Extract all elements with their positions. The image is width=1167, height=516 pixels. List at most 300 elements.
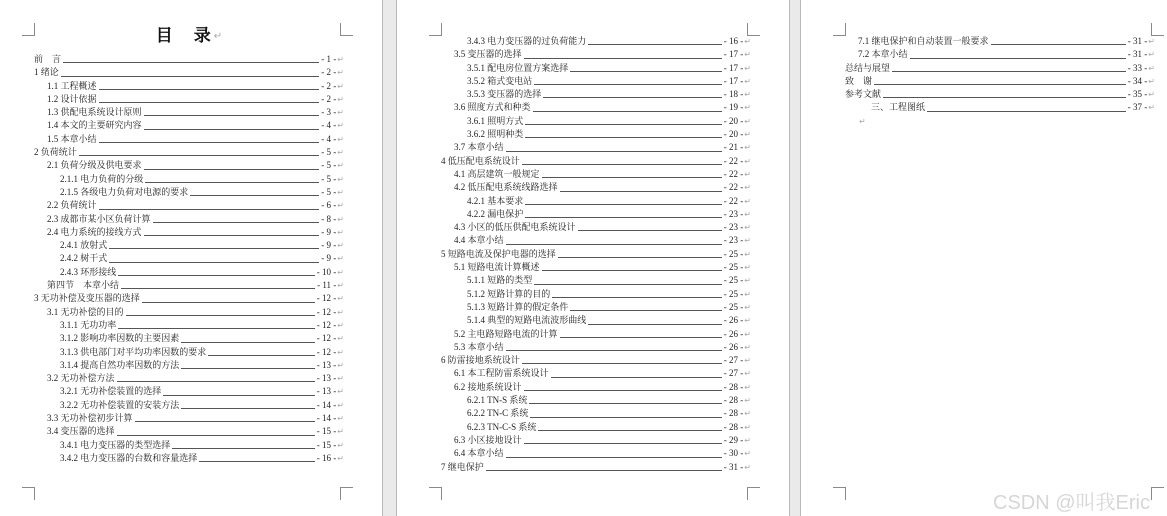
toc-entry-text: 3.2 无功补偿方法	[47, 373, 115, 384]
toc-page-number: - 13 -	[316, 373, 337, 384]
document-page-1	[0, 0, 383, 516]
toc-entry[interactable]	[34, 66, 344, 79]
toc-entry-text: 3.1.4 提高自然功率因数的方法	[60, 359, 180, 370]
paragraph-mark-icon: ↵	[337, 161, 344, 171]
paragraph-mark-icon: ↵	[744, 382, 751, 392]
toc-entry[interactable]	[845, 62, 1155, 75]
toc-entry-text: 6.1 本工程防雷系统设计	[454, 368, 549, 379]
toc-entry-text: 3.6.2 照明种类	[467, 129, 524, 140]
toc-entry[interactable]	[34, 133, 344, 146]
paragraph-mark-icon: ↵	[337, 55, 344, 64]
toc-leader	[506, 456, 722, 458]
toc-entry-text: 7.2 本章小结	[858, 49, 908, 60]
toc-page-number: - 15 -	[316, 426, 337, 437]
toc-entry[interactable]	[441, 341, 751, 354]
toc-entry[interactable]	[441, 288, 751, 301]
toc-entry[interactable]	[441, 261, 751, 274]
toc-page-number: - 12 -	[316, 319, 337, 330]
paragraph-mark-icon: ↵	[744, 76, 751, 86]
toc-leader	[142, 301, 315, 303]
toc-page-number: - 12 -	[316, 293, 337, 304]
toc-entry[interactable]	[441, 128, 751, 141]
toc-leader	[172, 447, 315, 449]
paragraph-mark-icon: ↵	[337, 320, 344, 330]
toc-page-number: - 4 -	[321, 120, 337, 131]
toc-leader	[543, 96, 722, 98]
toc-leader	[874, 83, 1126, 85]
toc-page-number: - 31 -	[723, 461, 744, 472]
text-boundary-mark-top-right-icon	[747, 23, 760, 36]
toc-entry-text: 3.5.1 配电房位置方案选择	[467, 62, 569, 73]
toc-entry-text: 3.6 照度方式和种类	[454, 102, 531, 113]
toc-leader	[524, 57, 722, 59]
toc-entry[interactable]	[441, 88, 751, 101]
toc-leader	[570, 309, 722, 311]
toc-entry[interactable]	[845, 35, 1155, 48]
paragraph-mark-icon: ↵	[337, 108, 344, 118]
toc-page-number: - 22 -	[723, 195, 744, 206]
toc-entry-text: 6.2.1 TN-S 系统	[467, 395, 528, 406]
toc-entry[interactable]	[441, 301, 751, 314]
paragraph-mark-icon: ↵	[744, 462, 751, 472]
toc-entry-text: 1 绪论	[34, 67, 59, 78]
paragraph-mark-icon: ↵	[744, 103, 751, 113]
toc-entry[interactable]	[441, 394, 751, 407]
toc-entry[interactable]	[34, 53, 344, 66]
toc-entry[interactable]	[34, 332, 344, 345]
toc-title-row	[34, 23, 344, 49]
toc-entry[interactable]	[34, 106, 344, 119]
paragraph-mark-icon: ↵	[744, 356, 751, 366]
paragraph-mark-icon: ↵	[744, 116, 751, 126]
toc-entry-text: 3.1.3 供电部门对平均功率因数的要求	[60, 346, 207, 357]
toc-leader	[525, 136, 722, 138]
toc-leader	[588, 323, 722, 325]
paragraph-mark-icon: ↵	[337, 374, 344, 384]
toc-leader	[560, 336, 722, 338]
toc-entry-text: 3.1.2 影响功率因数的主要因素	[60, 333, 180, 344]
paragraph-mark-icon: ↵	[337, 414, 344, 424]
toc-entry-text: 3.5.3 变压器的选择	[467, 89, 542, 100]
toc-page-number: - 5 -	[321, 160, 337, 171]
toc-page-number: - 29 -	[723, 434, 744, 445]
toc-page-number: - 26 -	[723, 328, 744, 339]
toc-page-number: - 2 -	[321, 93, 337, 104]
toc-entry[interactable]	[34, 425, 344, 438]
paragraph-mark-icon: ↵	[744, 316, 751, 326]
paragraph-mark-icon: ↵	[744, 196, 751, 206]
paragraph-mark-icon: ↵	[337, 148, 344, 158]
paragraph-mark-icon: ↵	[337, 267, 344, 277]
toc-entry[interactable]	[34, 93, 344, 106]
toc-entries-page-3	[845, 35, 1155, 128]
toc-entry-text: 3.4.3 电力变压器的过负荷能力	[467, 36, 587, 46]
toc-entry-text: 4.2.1 基本要求	[467, 195, 524, 206]
toc-entry-text: 5.1.1 短路的类型	[467, 275, 533, 286]
toc-entry[interactable]	[441, 208, 751, 221]
toc-page-number: - 23 -	[723, 222, 744, 233]
toc-page-number: - 2 -	[321, 67, 337, 78]
toc-leader	[542, 176, 722, 178]
toc-leader	[121, 287, 315, 289]
toc-page-number: - 22 -	[723, 155, 744, 166]
paragraph-mark-icon: ↵	[337, 360, 344, 370]
toc-leader	[534, 83, 722, 85]
toc-entry-text: 5.1 短路电流计算概述	[454, 262, 540, 273]
toc-entry-text: 6.2.3 TN-C-S 系统	[467, 421, 537, 432]
toc-entry[interactable]	[441, 168, 751, 181]
toc-entry-text: 2.4.1 放射式	[60, 240, 108, 251]
paragraph-mark-icon: ↵	[744, 50, 751, 60]
text-boundary-mark-top-left-icon	[429, 23, 442, 36]
toc-entry[interactable]	[441, 155, 751, 168]
toc-entry[interactable]	[441, 234, 751, 247]
paragraph-mark-icon: ↵	[337, 294, 344, 304]
toc-page-number: - 17 -	[723, 62, 744, 73]
text-boundary-mark-top-right-icon	[1151, 23, 1164, 36]
toc-entry[interactable]	[441, 314, 751, 327]
toc-entry[interactable]	[34, 173, 344, 186]
toc-entry[interactable]	[845, 115, 1155, 128]
paragraph-mark-icon: ↵	[337, 187, 344, 197]
toc-leader	[506, 243, 722, 245]
toc-leader	[506, 150, 722, 152]
toc-entry[interactable]	[441, 221, 751, 234]
toc-entry[interactable]	[441, 115, 751, 128]
toc-entry[interactable]	[441, 75, 751, 88]
toc-entry-text: 2.4.2 树干式	[60, 253, 108, 264]
toc-page-number: - 22 -	[723, 182, 744, 193]
paragraph-mark-icon: ↵	[337, 227, 344, 237]
toc-page-number: - 20 -	[723, 115, 744, 126]
toc-entry-text: 3.1.1 无功功率	[60, 319, 117, 330]
toc-entry[interactable]	[441, 274, 751, 287]
toc-entry[interactable]	[34, 80, 344, 93]
toc-page-number: - 2 -	[321, 80, 337, 91]
paragraph-mark-icon: ↵	[744, 236, 751, 246]
paragraph-mark-icon: ↵	[744, 156, 751, 166]
toc-entry[interactable]	[441, 367, 751, 380]
toc-entries-page-2	[441, 35, 751, 474]
toc-leader	[551, 376, 722, 378]
toc-leader	[190, 194, 319, 196]
paragraph-mark-icon: ↵	[744, 396, 751, 406]
toc-leader	[118, 327, 315, 329]
paragraph-mark-icon: ↵	[744, 63, 751, 73]
toc-entry-text: 5.1.2 短路计算的目的	[467, 288, 551, 299]
paragraph-mark-icon: ↵	[337, 440, 344, 450]
toc-entry[interactable]	[34, 239, 344, 252]
paragraph-mark-icon: ↵	[337, 254, 344, 264]
toc-leader	[99, 101, 320, 103]
paragraph-mark-icon: ↵	[337, 347, 344, 357]
paragraph-mark-icon: ↵	[337, 241, 344, 251]
paragraph-mark-icon: ↵	[744, 263, 751, 273]
text-boundary-mark-bottom-left-icon	[22, 487, 35, 500]
toc-entry-text: 5 短路电流及保护电器的选择	[441, 248, 556, 259]
toc-entry-text: 4.2 低压配电系统线路选择	[454, 182, 558, 193]
toc-entry[interactable]	[845, 88, 1155, 101]
toc-page-number: - 12 -	[316, 306, 337, 317]
toc-entry-text: 3.1 无功补偿的目的	[47, 306, 124, 317]
toc-entry-text: 1.2 设计依据	[47, 93, 97, 104]
toc-page-number: - 4 -	[321, 133, 337, 144]
text-boundary-mark-bottom-left-icon	[833, 487, 846, 500]
toc-page-number: - 21 -	[723, 142, 744, 153]
toc-page-number: - 5 -	[321, 186, 337, 197]
toc-leader	[533, 110, 722, 112]
toc-entry[interactable]	[441, 195, 751, 208]
toc-entry[interactable]	[34, 306, 344, 319]
toc-leader	[522, 163, 722, 165]
toc-entry-text: 6.2 接地系统设计	[454, 381, 522, 392]
paragraph-mark-icon: ↵	[213, 31, 223, 43]
csdn-watermark: CSDN @叫我Eric	[993, 492, 1150, 514]
toc-page-number: - 23 -	[723, 208, 744, 219]
paragraph-mark-icon: ↵	[744, 37, 751, 46]
toc-entry[interactable]	[441, 407, 751, 420]
paragraph-mark-icon: ↵	[744, 249, 751, 259]
text-boundary-mark-bottom-right-icon	[1151, 487, 1164, 500]
toc-entry[interactable]	[34, 359, 344, 372]
toc-leader	[524, 389, 722, 391]
toc-entry-text: 2.4 电力系统的接线方式	[47, 226, 142, 237]
toc-page-number: - 30 -	[723, 448, 744, 459]
toc-leader	[117, 380, 315, 382]
toc-leader	[199, 460, 315, 462]
toc-entry-text: 前 言	[34, 54, 62, 64]
toc-page-number: - 31 -	[1127, 36, 1148, 46]
toc-entry[interactable]	[441, 62, 751, 75]
toc-entry-text: 5.1.4 典型的短路电流波形曲线	[467, 315, 587, 326]
toc-entry-text: 3.4 变压器的选择	[47, 426, 115, 437]
toc-entry-text: 3.4.1 电力变压器的类型选择	[60, 439, 171, 450]
toc-leader	[486, 469, 722, 471]
toc-entry[interactable]	[34, 412, 344, 425]
toc-page-number: - 25 -	[723, 301, 744, 312]
paragraph-mark-icon: ↵	[337, 121, 344, 131]
toc-page-number: - 35 -	[1127, 89, 1148, 100]
toc-page-number: - 22 -	[723, 168, 744, 179]
toc-entry[interactable]	[845, 101, 1155, 114]
paragraph-mark-icon: ↵	[337, 134, 344, 144]
toc-page-number: - 33 -	[1127, 62, 1148, 73]
toc-leader	[181, 341, 315, 343]
toc-entry-text: 1.3 供配电系统设计原则	[47, 107, 142, 118]
toc-entry[interactable]	[34, 266, 344, 279]
toc-entry[interactable]	[34, 119, 344, 132]
toc-entry-text: 3.3 无功补偿初步计算	[47, 413, 133, 424]
toc-entry-text: 7.1 继电保护和自动装置一般要求	[858, 36, 989, 46]
paragraph-mark-icon: ↵	[744, 409, 751, 419]
toc-title: 目 录	[155, 26, 213, 45]
toc-entry[interactable]	[34, 199, 344, 212]
toc-entry[interactable]	[34, 385, 344, 398]
toc-leader	[163, 394, 315, 396]
toc-entry[interactable]	[34, 372, 344, 385]
paragraph-mark-icon: ↵	[744, 302, 751, 312]
toc-entry[interactable]	[441, 421, 751, 434]
toc-leader	[910, 57, 1126, 59]
toc-entry[interactable]	[34, 146, 344, 159]
toc-leader	[135, 420, 315, 422]
toc-page-number: - 15 -	[316, 439, 337, 450]
toc-entries-page-1	[34, 53, 344, 465]
toc-entry-text: 2.4.3 环形接线	[60, 266, 117, 277]
toc-page-number: - 26 -	[723, 315, 744, 326]
toc-entry[interactable]	[441, 101, 751, 114]
toc-page-number: - 25 -	[723, 248, 744, 259]
toc-entry[interactable]	[441, 328, 751, 341]
toc-entry-text: 4.4 本章小结	[454, 235, 504, 246]
paragraph-mark-icon: ↵	[1148, 76, 1155, 86]
toc-leader	[61, 75, 320, 77]
toc-entry[interactable]	[34, 252, 344, 265]
paragraph-mark-icon: ↵	[337, 400, 344, 410]
toc-entry[interactable]	[34, 226, 344, 239]
toc-leader	[63, 61, 319, 63]
toc-leader	[145, 181, 319, 183]
toc-entry[interactable]	[845, 48, 1155, 61]
paragraph-mark-icon: ↵	[1148, 50, 1155, 60]
toc-entry[interactable]	[34, 452, 344, 465]
paragraph-mark-icon: ↵	[337, 214, 344, 224]
toc-entry[interactable]	[845, 75, 1155, 88]
paragraph-mark-icon: ↵	[744, 90, 751, 100]
toc-entry[interactable]	[441, 248, 751, 261]
toc-leader	[538, 429, 721, 431]
paragraph-mark-icon: ↵	[1148, 63, 1155, 73]
toc-entry-text: 3.6.1 照明方式	[467, 115, 524, 126]
toc-page-number: - 16 -	[723, 36, 744, 46]
toc-entry-text: 3.5.2 箱式变电站	[467, 75, 533, 86]
toc-entry[interactable]	[441, 381, 751, 394]
toc-leader	[144, 168, 320, 170]
toc-page-number: - 28 -	[723, 381, 744, 392]
toc-entry[interactable]	[34, 439, 344, 452]
toc-entry-text: 2.1.1 电力负荷的分级	[60, 173, 144, 184]
toc-entry-text: 3.7 本章小结	[454, 142, 504, 153]
paragraph-mark-icon: ↵	[1148, 37, 1155, 46]
paragraph-mark-icon: ↵	[1148, 90, 1155, 100]
toc-entry-text: 2.2 负荷统计	[47, 200, 97, 211]
toc-page-number: - 14 -	[316, 399, 337, 410]
toc-entry[interactable]	[441, 141, 751, 154]
toc-entry[interactable]	[34, 346, 344, 359]
paragraph-mark-icon: ↵	[744, 209, 751, 219]
toc-entry[interactable]	[441, 447, 751, 460]
toc-entry-text: 3 无功补偿及变压器的选择	[34, 293, 140, 304]
toc-entry-text: 第四节 本章小结	[47, 280, 120, 291]
text-boundary-mark-top-left-icon	[22, 23, 35, 36]
text-boundary-mark-top-left-icon	[833, 23, 846, 36]
toc-leader	[522, 362, 722, 364]
paragraph-mark-icon: ↵	[744, 329, 751, 339]
toc-leader	[552, 296, 722, 298]
paragraph-mark-icon: ↵	[337, 334, 344, 344]
toc-leader	[883, 96, 1126, 98]
toc-page-number: - 18 -	[723, 89, 744, 100]
toc-page-number: - 12 -	[316, 333, 337, 344]
toc-entry[interactable]	[34, 399, 344, 412]
toc-entry[interactable]	[441, 48, 751, 61]
toc-entry[interactable]	[34, 159, 344, 172]
toc-entry-text: 1.1 工程概述	[47, 80, 97, 91]
toc-page-number: - 25 -	[723, 262, 744, 273]
toc-entry-text: 1.4 本文的主要研究内容	[47, 120, 142, 131]
toc-entry[interactable]	[34, 292, 344, 305]
toc-page-number: - 20 -	[723, 129, 744, 140]
paragraph-mark-icon: ↵	[744, 342, 751, 352]
toc-leader	[892, 70, 1126, 72]
toc-entry[interactable]	[34, 319, 344, 332]
toc-entry-text: 6.2.2 TN-C 系统	[467, 408, 529, 419]
paragraph-mark-icon: ↵	[744, 183, 751, 193]
toc-leader	[109, 261, 319, 263]
toc-entry-text: 3.5 变压器的选择	[454, 49, 522, 60]
toc-entry[interactable]	[441, 461, 751, 474]
toc-entry-text: 5.2 主电路短路电流的计算	[454, 328, 558, 339]
toc-entry[interactable]	[441, 434, 751, 447]
toc-leader	[530, 416, 721, 418]
toc-page-number: - 14 -	[316, 413, 337, 424]
toc-entry[interactable]	[34, 279, 344, 292]
toc-entry-text: 1.5 本章小结	[47, 133, 97, 144]
toc-entry-text: 2.1 负荷分级及供电要求	[47, 160, 142, 171]
toc-page-number: - 28 -	[723, 421, 744, 432]
toc-leader	[525, 203, 722, 205]
toc-leader	[578, 229, 722, 231]
toc-entry[interactable]	[34, 186, 344, 199]
toc-entry[interactable]	[441, 35, 751, 48]
paragraph-mark-icon: ↵	[337, 81, 344, 91]
paragraph-mark-icon: ↵	[744, 449, 751, 459]
toc-leader	[524, 442, 722, 444]
toc-leader	[99, 88, 320, 90]
paragraph-mark-icon: ↵	[744, 223, 751, 233]
toc-page-number: - 27 -	[723, 368, 744, 379]
toc-leader	[991, 43, 1126, 45]
toc-page-number: - 25 -	[723, 275, 744, 286]
toc-page-number: - 11 -	[317, 280, 337, 291]
toc-page-number: - 19 -	[723, 102, 744, 113]
toc-entry[interactable]	[441, 354, 751, 367]
toc-entry-text: 3.2.2 无功补偿装置的安装方法	[60, 399, 180, 410]
paragraph-mark-icon: ↵	[337, 174, 344, 184]
paragraph-mark-icon: ↵	[337, 427, 344, 437]
paragraph-mark-icon: ↵	[744, 143, 751, 153]
toc-leader	[525, 216, 722, 218]
toc-page-number: - 8 -	[321, 213, 337, 224]
toc-entry[interactable]	[441, 181, 751, 194]
toc-entry-text: 2 负荷统计	[34, 147, 77, 158]
toc-leader	[570, 70, 722, 72]
toc-entry[interactable]	[34, 213, 344, 226]
toc-entry-text: 4.1 高层建筑一般规定	[454, 168, 540, 179]
toc-entry-text: 7 继电保护	[441, 461, 484, 472]
paragraph-mark-icon: ↵	[744, 130, 751, 140]
text-boundary-mark-bottom-right-icon	[340, 487, 353, 500]
toc-leader	[529, 402, 721, 404]
toc-page-number: - 13 -	[316, 359, 337, 370]
paragraph-mark-icon: ↵	[859, 116, 866, 126]
toc-entry-text: 5.3 本章小结	[454, 341, 504, 352]
toc-page-number: - 27 -	[723, 355, 744, 366]
toc-leader	[181, 407, 315, 409]
toc-entry-text: 2.1.5 各级电力负荷对电源的要求	[60, 186, 189, 197]
toc-entry-text: 4 低压配电系统设计	[441, 155, 520, 166]
toc-page-number: - 5 -	[321, 173, 337, 184]
